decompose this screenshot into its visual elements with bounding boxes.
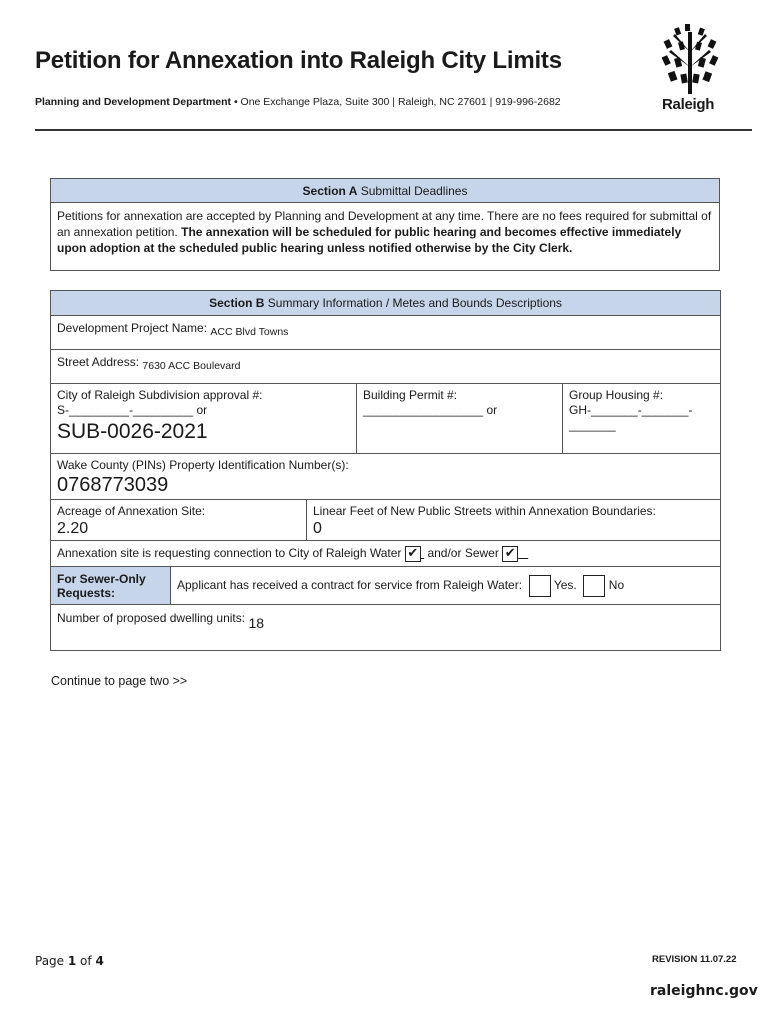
section-a-label: Section A: [302, 183, 358, 198]
connection-row: [51, 541, 721, 567]
header-divider: [35, 129, 752, 131]
contract-no-checkbox[interactable]: [583, 575, 605, 597]
project-name-field[interactable]: [51, 316, 721, 350]
section-a-header: [51, 179, 720, 203]
pin-label: Wake County (PINs) Property Identification Number(s):: [57, 458, 349, 472]
subdivision-label: City of Raleigh Subdivision approval #:: [57, 388, 263, 402]
acreage-field[interactable]: [51, 500, 307, 541]
group-housing-label: Group Housing #:: [569, 388, 664, 402]
page-current: 1: [67, 954, 77, 968]
section-a-table: [50, 178, 720, 271]
pin-value[interactable]: 0768773039: [57, 474, 169, 496]
group-housing-field[interactable]: [563, 384, 721, 454]
page-number: [35, 954, 104, 968]
section-a-title: Submittal Deadlines: [357, 183, 468, 198]
continue-note: Continue to page two >>: [51, 674, 188, 688]
contract-yes-label: Yes.: [553, 577, 577, 592]
page-prefix: Page: [35, 954, 68, 968]
page-title: Petition for Annexation into Raleigh City Limits: [35, 47, 562, 74]
page-total: 4: [95, 954, 104, 968]
street-address-field[interactable]: [51, 350, 721, 384]
section-b-table: [50, 290, 721, 651]
project-name-label: Development Project Name:: [57, 321, 208, 335]
water-checkbox[interactable]: ✔: [405, 546, 421, 562]
logo-text: Raleigh: [662, 96, 715, 113]
subdivision-value[interactable]: SUB-0026-2021: [57, 420, 208, 443]
street-address-label: Street Address:: [57, 355, 140, 369]
revision-label: REVISION 11.07.22: [652, 954, 737, 965]
sewer-only-label: For Sewer-Only Requests:: [51, 567, 171, 605]
acreage-value[interactable]: 2.20: [57, 520, 89, 537]
contract-label: Applicant has received a contract for service from Raleigh Water:: [177, 577, 523, 592]
dwelling-units-field[interactable]: [51, 605, 721, 651]
contract-yes-checkbox[interactable]: [529, 575, 551, 597]
building-permit-field[interactable]: [357, 384, 563, 454]
linear-feet-value[interactable]: 0: [313, 520, 322, 537]
street-address-value[interactable]: 7630 ACC Boulevard: [142, 360, 241, 372]
pin-field[interactable]: [51, 454, 721, 500]
website-url: raleighnc.gov: [650, 983, 758, 999]
linear-feet-label: Linear Feet of New Public Streets within Annexation Boundaries:: [313, 504, 656, 518]
group-housing-blank: GH-_______-_______-_______: [569, 403, 693, 432]
department-address: • One Exchange Plaza, Suite 300 | Raleigh, NC 27601 | 919-996-2682: [231, 96, 561, 108]
building-permit-label: Building Permit #:: [363, 388, 458, 402]
building-permit-blank: __________________ or: [363, 403, 498, 417]
section-a-body: [51, 203, 720, 271]
contract-row: [171, 567, 721, 605]
connection-label: Annexation site is requesting connection to City of Raleigh Water: [57, 545, 402, 560]
dwelling-units-value[interactable]: 18: [248, 615, 265, 631]
contract-no-label: No: [608, 577, 625, 592]
section-b-header: [51, 291, 721, 316]
sewer-checkbox[interactable]: ✔: [502, 546, 518, 562]
project-name-value[interactable]: ACC Blvd Towns: [210, 326, 289, 338]
section-a-body-bold: The annexation will be scheduled for public hearing and becomes effective immediately upon adoption at the scheduled public hearing unless notified otherwise by the City Clerk.: [57, 225, 682, 255]
page-of: of: [76, 954, 96, 968]
acreage-label: Acreage of Annexation Site:: [57, 504, 206, 518]
department-contact-line: [35, 96, 561, 108]
section-b-label: Section B: [209, 296, 265, 310]
section-b-title: Summary Information / Metes and Bounds Descriptions: [264, 296, 562, 310]
linear-feet-field[interactable]: [307, 500, 721, 541]
subdivision-blank: S-_________-_________ or: [57, 403, 208, 417]
subdivision-field[interactable]: [51, 384, 357, 454]
connection-sewer-label: and/or Sewer: [427, 545, 499, 560]
department-name: Planning and Development Department: [35, 96, 232, 108]
dwelling-units-label: Number of proposed dwelling units:: [57, 611, 246, 625]
section-a-body-plain: Petitions for annexation are accepted by Planning and Development at any time. There are no fees required for submittal of an annexation petition.: [57, 209, 712, 239]
